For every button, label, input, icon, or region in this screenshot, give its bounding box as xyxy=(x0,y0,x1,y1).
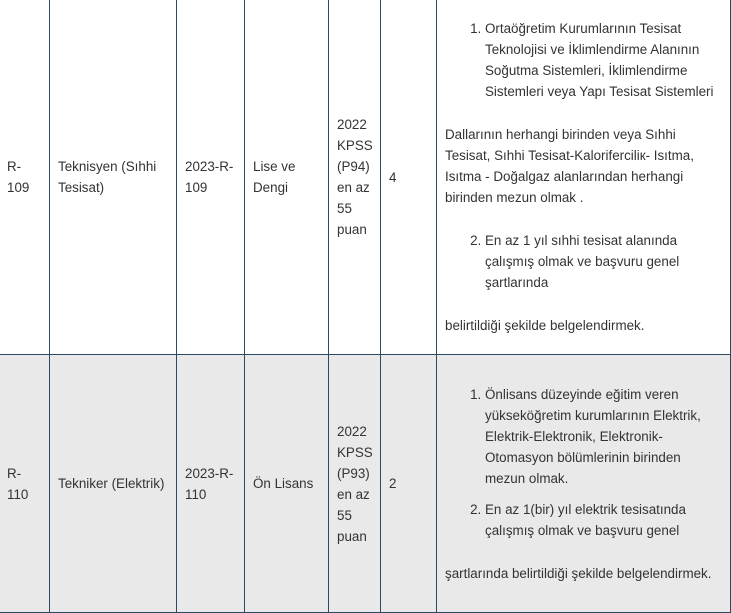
conditions-list xyxy=(445,499,722,541)
condition-item: 2. En az 1 yıl sıhhi tesisat alanında çalışmış olmak ve başvuru genel şartlarında xyxy=(485,230,722,293)
condition-paragraph: şartlarında belirtildiği şekilde belgelendirmek. xyxy=(445,565,712,581)
education-level: Lise ve Dengi xyxy=(245,0,329,355)
position-code: R-109 xyxy=(0,0,50,355)
table-row xyxy=(0,355,731,613)
position-code: R-110 xyxy=(0,355,50,613)
announcement-number: 2023-R-110 xyxy=(177,355,245,613)
position-count: 2 xyxy=(381,355,437,613)
kpss-requirement: 2022 KPSS (P93) en az 55 puan xyxy=(329,355,381,613)
condition-paragraph: belirtildiği şekilde belgelendirmek. xyxy=(445,318,645,333)
position-title: Tekniker (Elektrik) xyxy=(50,355,177,613)
conditions-list xyxy=(445,18,722,102)
condition-item: 1. Önlisans düzeyinde eğitim veren yükseköğretim kurumlarının Elektrik, Elektrik-Elektronik, Elektronik-Otomasyon bölümlerinin birinden mezun olmak. xyxy=(485,384,722,489)
conditions-list xyxy=(445,230,722,293)
announcement-number: 2023-R-109 xyxy=(177,0,245,355)
position-title: Teknisyen (Sıhhi Tesisat) xyxy=(50,0,177,355)
position-count: 4 xyxy=(381,0,437,355)
conditions-cell xyxy=(437,0,731,355)
education-level: Ön Lisans xyxy=(245,355,329,613)
conditions-cell xyxy=(437,355,731,613)
conditions-list xyxy=(445,384,722,489)
kpss-requirement: 2022 KPSS (P94) en az 55 puan xyxy=(329,0,381,355)
condition-item: 1. Ortaöğretim Kurumlarının Tesisat Teknolojisi ve İklimlendirme Alanının Soğutma Sistemleri, İklimlendirme Sistemleri veya Yapı Tesisat Sistemleri xyxy=(485,18,722,102)
condition-paragraph: Dallarının herhangi birinden veya Sıhhi Tesisat, Sıhhi Tesisat-Kaloriferciliк- Isıtma, Isıtma - Doğalgaz alanlarından herhangi birinden mezun olmak . xyxy=(445,127,694,205)
condition-item: 2. En az 1(bir) yıl elektrik tesisatında çalışmış olmak ve başvuru genel xyxy=(485,499,722,541)
